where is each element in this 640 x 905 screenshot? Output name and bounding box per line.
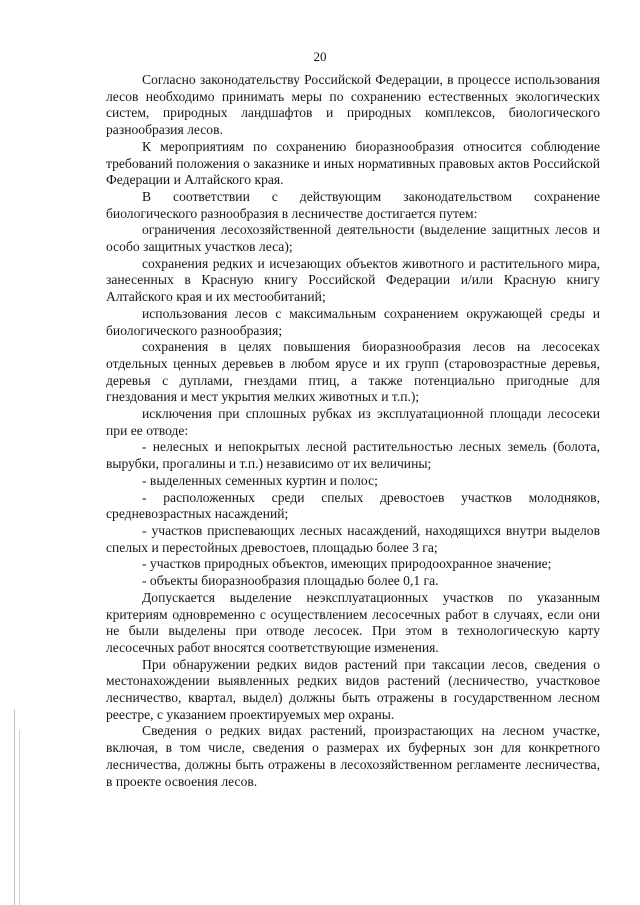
dash-item-non-forest-lands: - нелесных и непокрытых лесной растительностью лесных земель (болота, вырубки, прогалины и т.п.) независимо от их величины; [106,439,600,472]
paragraph-biodiversity-measures: К мероприятиям по сохранению биоразнообразия относится соблюдение требований положения о заказнике и иных нормативных правовых актов Российской Федерации и Алтайского края. [106,138,600,188]
list-item-exclusions-intro: исключения при сплошных рубках из эксплуатационной площади лесосеки при ее отводе: [106,406,600,438]
paragraph-rare-plants-regulations: Сведения о редких видах растений, произрастающих на лесном участке, включая, в том числе, сведения о размерах их буферных зон для конкретного лесничества, должны быть отражены в лесохозяйственном регламенте лесничества, в проекте освоения лесов. [106,723,600,789]
paragraph-non-exploitable-plots: Допускается выделение неэксплуатационных участков по указанным критериям одновременно с осуществлением лесосечных работ в случаях, если они не были выделены при отводе лесосек. При этом в технологическую карту лесосечных работ вносятся соответствующие изменения. [106,589,600,655]
paragraph-legislation-intro: Согласно законодательству Российской Федерации, в процессе использования лесов необходимо принимать меры по сохранению естественных экологических систем, природных ландшафтов и природных комплексов, биологического разнообразия лесов. [106,72,600,138]
page-number: 20 [313,49,327,64]
dash-item-natural-objects: - участков природных объектов, имеющих природоохранное значение; [142,556,552,572]
paragraph-achieved-by: В соответствии с действующим законодательством сохранение биологического разнообразия в лесничестве достигается путем: [106,188,600,221]
dash-item-biodiversity-objects: - объекты биоразнообразия площадью более 0,1 га. [142,573,439,589]
dash-item-maturing-stands: - участков приспевающих лесных насаждений, находящихся внутри выделов спелых и перестойных древостоев, площадью более 3 га; [106,522,600,555]
scan-edge-mark [19,730,20,905]
list-item-restrictions: ограничения лесохозяйственной деятельности (выделение защитных лесов и особо защитных участков леса); [106,222,600,255]
list-item-forest-use: использования лесов с максимальным сохранением окружающей среды и биологического разнообразия; [106,305,600,338]
dash-item-young-stands: - расположенных среди спелых древостоев участков молодняков, средневозрастных насаждений; [106,489,600,522]
list-item-valuable-trees: сохранения в целях повышения биоразнообразия лесов на лесосеках отдельных ценных деревьев в любом ярусе и их групп (старовозрастные деревья, деревья с дуплами, гнездами птиц, а также потенциально пригодные для гнездования и мест укрытия мелких животных и т.п.); [106,339,600,405]
document-body [106,72,600,790]
list-item-red-book-objects: сохранения редких и исчезающих объектов животного и растительного мира, занесенных в Красную книгу Российской Федерации и/или Красную книгу Алтайского края и их местообитаний; [106,255,600,305]
scan-edge-mark [14,710,15,905]
dash-item-seed-stands: - выделенных семенных куртин и полос; [142,472,378,488]
paragraph-rare-plants-discovery: При обнаружении редких видов растений при таксации лесов, сведения о местонахождении выявленных редких видов растений (лесничество, участковое лесничество, квартал, выдел) должны быть отражены в государственном лесном реестре, с указанием проектируемых мер охраны. [106,656,600,722]
